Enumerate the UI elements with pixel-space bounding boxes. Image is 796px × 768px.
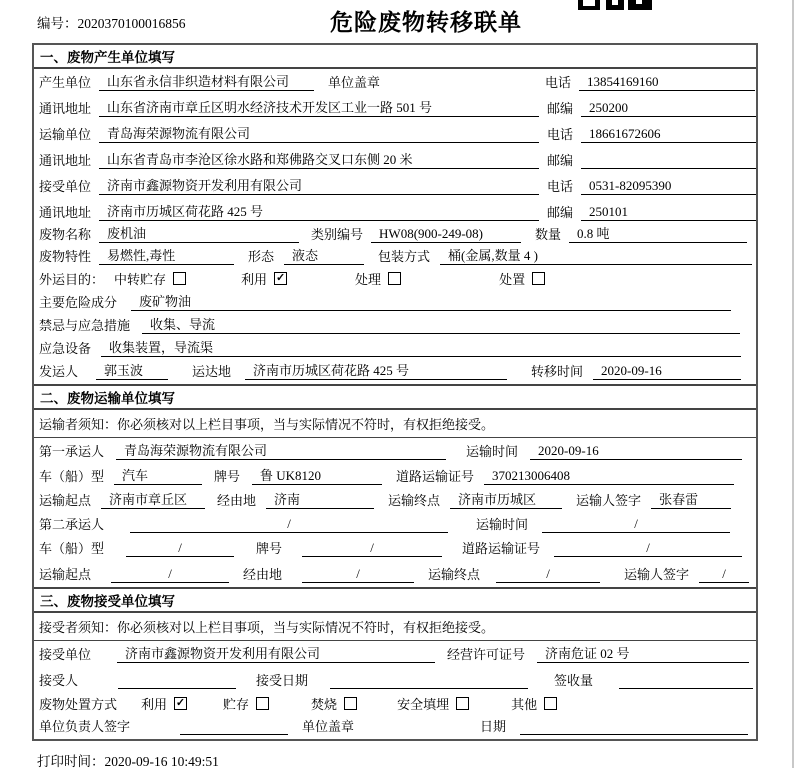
field-label: 电话 — [545, 75, 572, 90]
form-row — [34, 489, 756, 513]
field-label: 产生单位 — [39, 75, 92, 90]
field-label: 签收量 — [554, 673, 594, 688]
field-value: 0531-82095390 — [581, 178, 756, 195]
field-label: 通讯地址 — [39, 101, 92, 116]
field-value: 2020-09-16 — [593, 363, 741, 380]
print-time-value: 2020-09-16 10:49:51 — [104, 754, 219, 768]
field-label: 邮编 — [547, 205, 574, 220]
field-value: 2020-09-16 — [530, 443, 742, 460]
field-label: 电话 — [547, 179, 574, 194]
field-label: 运达地 — [192, 364, 232, 379]
field-value: 废矿物油 — [131, 294, 731, 311]
field-label: 应急设备 — [39, 341, 92, 356]
checkbox-label: 利用 — [241, 272, 268, 287]
form-row — [34, 693, 756, 717]
field-value: 收集、导流 — [142, 317, 740, 334]
form-row — [34, 438, 756, 464]
field-label: 运输时间 — [476, 517, 529, 532]
checkbox-label: 贮存 — [223, 697, 250, 712]
checkbox-label: 处理 — [355, 272, 382, 287]
field-value: 鲁 UK8120 — [252, 468, 382, 485]
section-header: 三、废物接受单位填写 — [34, 587, 756, 613]
field-label: 运输时间 — [466, 444, 519, 459]
field-label: 单位盖章 — [328, 75, 381, 90]
field-value-empty — [330, 688, 528, 689]
checkbox-box-icon — [173, 272, 186, 285]
field-value: / — [699, 566, 749, 583]
field-label: 形态 — [248, 249, 275, 264]
field-label: 接受者须知：你必须核对以上栏目事项，当与实际情况不符时，有权拒绝接受。 — [39, 620, 495, 635]
serial-number — [37, 12, 186, 32]
form-row — [34, 361, 756, 384]
field-value: 济南市历城区 — [450, 492, 562, 509]
checkbox-unchecked — [114, 269, 186, 288]
checkbox-box-icon — [544, 697, 557, 710]
field-value: / — [496, 566, 600, 583]
field-label: 发运人 — [39, 364, 79, 379]
manifest-table — [32, 43, 758, 741]
field-label: 废物名称 — [39, 227, 92, 242]
field-label: 牌号 — [214, 469, 241, 484]
field-value: / — [302, 566, 414, 583]
field-value: 济南市章丘区 — [101, 492, 205, 509]
field-value: 山东省济南市章丘区明水经济技术开发区工业一路 501 号 — [99, 100, 539, 117]
checkbox-box-icon — [388, 272, 401, 285]
field-value: / — [126, 540, 234, 557]
field-value-empty — [180, 734, 288, 735]
field-label: 运输者须知：你必须核对以上栏目事项，当与实际情况不符时，有权拒绝接受。 — [39, 417, 495, 432]
field-label: 电话 — [547, 127, 574, 142]
field-value: 济南危证 02 号 — [537, 646, 749, 663]
form-row — [34, 173, 756, 199]
field-label: 接受单位 — [39, 647, 92, 662]
checkbox-box-icon — [256, 697, 269, 710]
field-value: HW08(900-249-08) — [371, 226, 521, 243]
field-label: 道路运输证号 — [396, 469, 475, 484]
field-label: 道路运输证号 — [462, 541, 541, 556]
field-value-empty — [520, 734, 748, 735]
field-value: 桶(金属,数量 4 ) — [440, 248, 752, 265]
checkbox-label: 焚烧 — [311, 697, 338, 712]
form-row — [34, 69, 756, 95]
checkbox-unchecked — [499, 269, 545, 288]
field-value: 13854169160 — [579, 74, 755, 91]
field-label: 日期 — [480, 719, 507, 734]
field-label: 牌号 — [256, 541, 283, 556]
form-row — [34, 613, 756, 641]
section-header: 一、废物产生单位填写 — [34, 45, 756, 69]
field-label: 主要危险成分 — [39, 295, 118, 310]
print-time-label: 打印时间： — [37, 754, 105, 768]
checkbox-label: 其他 — [511, 697, 538, 712]
field-label: 运输终点 — [388, 493, 441, 508]
checkbox-box-icon — [532, 272, 545, 285]
checkbox-checked — [241, 269, 287, 288]
field-label: 单位盖章 — [302, 719, 355, 734]
field-value-empty — [118, 688, 236, 689]
form-row — [34, 225, 756, 247]
form-row — [34, 717, 756, 739]
field-label: 废物特性 — [39, 249, 92, 264]
print-time — [37, 750, 219, 768]
checkbox-label: 中转贮存 — [114, 272, 167, 287]
field-value: / — [111, 566, 229, 583]
field-value: 张春雷 — [651, 492, 731, 509]
field-value-empty — [581, 168, 756, 169]
serial-value: 2020370100016856 — [77, 16, 186, 31]
field-label: 运输终点 — [428, 567, 481, 582]
field-label: 通讯地址 — [39, 205, 92, 220]
checkbox-box-icon — [456, 697, 469, 710]
form-row — [34, 537, 756, 561]
serial-label: 编号： — [37, 16, 78, 31]
field-value: / — [130, 516, 448, 533]
field-label: 运输人签字 — [624, 567, 690, 582]
field-value: 山东省青岛市李沧区徐水路和郑佛路交叉口东侧 20 米 — [99, 152, 539, 169]
field-label: 车（船）型 — [39, 469, 105, 484]
field-label: 车（船）型 — [39, 541, 105, 556]
field-value: 济南市鑫源物资开发利用有限公司 — [99, 178, 539, 195]
field-label: 类别编号 — [311, 227, 364, 242]
form-row — [34, 199, 756, 225]
form-row — [34, 247, 756, 269]
form-row — [34, 410, 756, 438]
field-value: 青岛海荣源物流有限公司 — [116, 443, 446, 460]
field-value: 郭玉波 — [96, 363, 168, 380]
form-row — [34, 641, 756, 667]
checkbox-label: 利用 — [141, 697, 168, 712]
form-row — [34, 121, 756, 147]
checkbox-unchecked — [223, 694, 269, 713]
field-value: 250200 — [581, 100, 756, 117]
field-label: 第二承运人 — [39, 517, 105, 532]
field-value: 汽车 — [114, 468, 202, 485]
page-title: 危险废物转移联单 — [330, 10, 522, 35]
field-label: 接受人 — [39, 673, 79, 688]
checkbox-label: 处置 — [499, 272, 526, 287]
field-label: 经由地 — [217, 493, 257, 508]
field-value: / — [302, 540, 442, 557]
checkbox-unchecked — [355, 269, 401, 288]
checkbox-checked — [141, 694, 187, 713]
field-label: 数量 — [535, 227, 562, 242]
field-value: 18661672606 — [581, 126, 756, 143]
field-value: 济南市历城区荷花路 425 号 — [99, 204, 539, 221]
field-value: 液态 — [284, 248, 364, 265]
field-value: 收集装置，导流渠 — [101, 340, 741, 357]
field-value: / — [542, 516, 730, 533]
field-value: 济南市历城区荷花路 425 号 — [245, 363, 507, 380]
field-label: 第一承运人 — [39, 444, 105, 459]
form-row — [34, 292, 756, 315]
field-label: 禁忌与应急措施 — [39, 318, 131, 333]
checkbox-unchecked — [397, 694, 469, 713]
field-label: 外运目的： — [39, 272, 105, 287]
field-label: 通讯地址 — [39, 153, 92, 168]
page-edge-line — [792, 0, 794, 768]
form-row — [34, 269, 756, 292]
checkbox-unchecked — [511, 694, 557, 713]
field-value: 济南市鑫源物资开发利用有限公司 — [117, 646, 435, 663]
form-row — [34, 464, 756, 489]
checkbox-label: 安全填埋 — [397, 697, 450, 712]
field-label: 经由地 — [243, 567, 283, 582]
field-label: 单位负责人签字 — [39, 719, 131, 734]
checkbox-box-icon: ✓ — [175, 697, 186, 709]
field-label: 邮编 — [547, 101, 574, 116]
form-row — [34, 315, 756, 338]
checkbox-box-icon — [344, 697, 357, 710]
section-header: 二、废物运输单位填写 — [34, 384, 756, 410]
field-label: 转移时间 — [531, 364, 584, 379]
field-value: 370213006408 — [484, 468, 734, 485]
field-label: 运输单位 — [39, 127, 92, 142]
form-row — [34, 95, 756, 121]
checkbox-box-icon: ✓ — [275, 272, 286, 284]
field-value: 济南 — [266, 492, 374, 509]
field-value: 废机油 — [99, 226, 299, 243]
field-label: 运输起点 — [39, 567, 92, 582]
field-value: / — [554, 540, 742, 557]
form-row — [34, 667, 756, 693]
field-label: 运输人签字 — [576, 493, 642, 508]
form-row — [34, 338, 756, 361]
qr-code-fragment — [578, 0, 654, 10]
field-value: 青岛海荣源物流有限公司 — [99, 126, 539, 143]
field-label: 运输起点 — [39, 493, 92, 508]
field-value: 250101 — [581, 204, 756, 221]
field-value: 0.8 吨 — [569, 226, 747, 243]
form-row — [34, 147, 756, 173]
field-value-empty — [619, 688, 753, 689]
field-label: 包装方式 — [378, 249, 431, 264]
field-value: 山东省永信非织造材料有限公司 — [99, 74, 314, 91]
field-value: 易燃性,毒性 — [99, 248, 234, 265]
field-label: 邮编 — [547, 153, 574, 168]
field-label: 接受日期 — [256, 673, 309, 688]
field-label: 废物处置方式 — [39, 697, 118, 712]
form-row — [34, 561, 756, 587]
field-label: 经营许可证号 — [447, 647, 526, 662]
field-label: 接受单位 — [39, 179, 92, 194]
checkbox-unchecked — [311, 694, 357, 713]
form-row — [34, 513, 756, 537]
